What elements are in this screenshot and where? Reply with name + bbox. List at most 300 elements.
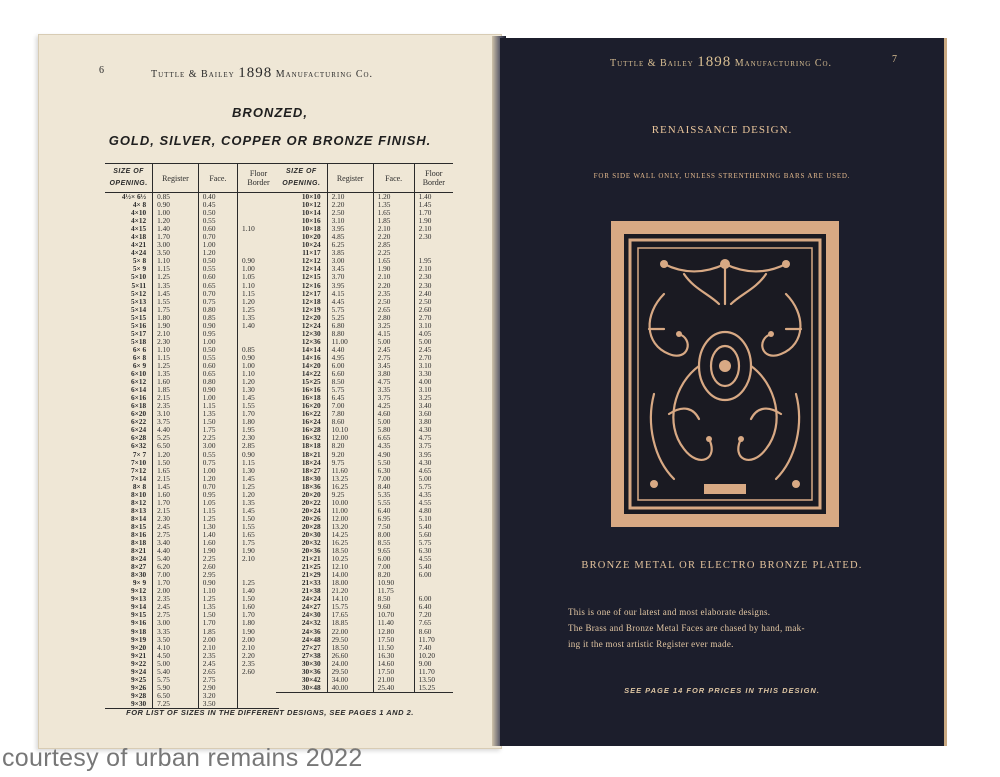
face-price-cell: 1.50 bbox=[198, 611, 237, 619]
face-price-cell: 3.80 bbox=[373, 370, 414, 378]
face-price-cell: 0.80 bbox=[198, 306, 237, 314]
column-header-face: Face. bbox=[373, 164, 414, 193]
table-row bbox=[105, 370, 279, 378]
size-cell: 5×18 bbox=[131, 337, 147, 346]
floor-border-price-cell: 1.00 bbox=[238, 265, 279, 273]
table-row bbox=[105, 555, 279, 563]
floor-border-price-cell: 4.35 bbox=[414, 491, 453, 499]
face-price-cell: 7.50 bbox=[373, 523, 414, 531]
table-row bbox=[105, 418, 279, 426]
register-price-cell: 1.00 bbox=[153, 209, 199, 217]
column-header-size: SIZE OF OPENING. bbox=[105, 164, 153, 193]
register-price-cell: 4.85 bbox=[327, 233, 373, 241]
floor-border-price-cell: 2.30 bbox=[414, 233, 453, 241]
register-price-cell: 3.00 bbox=[327, 257, 373, 265]
table-row bbox=[105, 652, 279, 660]
table-row bbox=[276, 249, 453, 257]
table-row bbox=[276, 483, 453, 491]
register-price-cell: 1.70 bbox=[153, 499, 199, 507]
face-price-cell: 11.75 bbox=[373, 587, 414, 595]
size-cell: 16×22 bbox=[301, 410, 321, 419]
table-row bbox=[105, 684, 279, 692]
table-row bbox=[105, 306, 279, 314]
size-cell: 6× 8 bbox=[132, 353, 147, 362]
size-cell: 16×32 bbox=[301, 434, 321, 443]
register-price-cell: 10.10 bbox=[327, 426, 373, 434]
size-cell: 27×38 bbox=[301, 651, 321, 660]
face-price-cell: 2.75 bbox=[198, 676, 237, 684]
table-row bbox=[105, 539, 279, 547]
register-price-cell: 11.00 bbox=[327, 338, 373, 346]
floor-border-price-cell: 1.80 bbox=[238, 418, 279, 426]
face-price-cell: 3.45 bbox=[373, 362, 414, 370]
size-cell: 20×32 bbox=[301, 539, 321, 548]
floor-border-price-cell: 13.50 bbox=[414, 676, 453, 684]
table-row bbox=[105, 434, 279, 442]
face-price-cell: 2.25 bbox=[198, 555, 237, 563]
right-page bbox=[500, 38, 947, 746]
face-price-cell: 10.70 bbox=[373, 611, 414, 619]
table-row bbox=[276, 402, 453, 410]
floor-border-price-cell bbox=[238, 193, 279, 202]
register-price-cell: 4.40 bbox=[153, 547, 199, 555]
floor-border-price-cell: 1.35 bbox=[238, 499, 279, 507]
section-title: BRONZED, bbox=[232, 105, 308, 120]
size-cell: 12×12 bbox=[301, 257, 321, 266]
floor-border-price-cell: 1.10 bbox=[238, 282, 279, 290]
floor-border-price-cell: 5.75 bbox=[414, 483, 453, 491]
table-row bbox=[276, 354, 453, 362]
size-cell: 9×14 bbox=[131, 603, 147, 612]
face-price-cell: 2.10 bbox=[198, 644, 237, 652]
face-price-cell: 2.20 bbox=[373, 282, 414, 290]
size-cell: 24×32 bbox=[301, 619, 321, 628]
face-price-cell: 2.25 bbox=[198, 434, 237, 442]
table-row bbox=[105, 595, 279, 603]
register-price-cell: 5.25 bbox=[153, 434, 199, 442]
table-row bbox=[105, 394, 279, 402]
size-cell: 5× 9 bbox=[132, 265, 147, 274]
floor-border-price-cell: 9.00 bbox=[414, 660, 453, 668]
table-row bbox=[105, 531, 279, 539]
face-price-cell: 1.70 bbox=[198, 619, 237, 627]
size-cell: 9×15 bbox=[131, 611, 147, 620]
size-cell: 6× 9 bbox=[132, 361, 147, 370]
floor-border-price-cell: 1.75 bbox=[238, 539, 279, 547]
floor-border-price-cell: 1.60 bbox=[238, 603, 279, 611]
floor-border-price-cell: 1.80 bbox=[238, 619, 279, 627]
size-cell: 12×36 bbox=[301, 337, 321, 346]
register-price-cell: 7.25 bbox=[153, 700, 199, 709]
table-row bbox=[276, 459, 453, 467]
table-row bbox=[105, 475, 279, 483]
face-price-cell: 11.40 bbox=[373, 619, 414, 627]
table-row bbox=[105, 298, 279, 306]
floor-border-price-cell: 1.45 bbox=[414, 201, 453, 209]
size-cell: 16×28 bbox=[301, 426, 321, 435]
floor-border-price-cell: 2.40 bbox=[414, 290, 453, 298]
register-price-cell: 5.75 bbox=[327, 386, 373, 394]
floor-border-price-cell: 10.20 bbox=[414, 652, 453, 660]
register-price-cell: 6.25 bbox=[327, 241, 373, 249]
floor-border-price-cell bbox=[238, 692, 279, 700]
face-price-cell: 2.20 bbox=[373, 233, 414, 241]
table-row bbox=[276, 467, 453, 475]
register-price-cell: 2.15 bbox=[153, 475, 199, 483]
size-cell: 30×42 bbox=[301, 675, 321, 684]
floor-border-price-cell: 4.80 bbox=[414, 507, 453, 515]
table-row bbox=[105, 362, 279, 370]
size-cell: 8×12 bbox=[131, 498, 147, 507]
register-price-cell: 4.95 bbox=[327, 354, 373, 362]
size-cell: 8×21 bbox=[131, 547, 147, 556]
size-cell: 6×12 bbox=[131, 378, 147, 387]
register-price-cell: 2.15 bbox=[153, 507, 199, 515]
floor-border-price-cell: 1.50 bbox=[238, 515, 279, 523]
size-cell: 12×15 bbox=[301, 273, 321, 282]
face-price-cell: 8.50 bbox=[373, 595, 414, 603]
face-price-cell: 4.90 bbox=[373, 451, 414, 459]
register-price-cell: 4.45 bbox=[327, 298, 373, 306]
register-price-cell: 3.95 bbox=[327, 225, 373, 233]
register-price-cell: 3.35 bbox=[153, 628, 199, 636]
size-cell: 16×24 bbox=[301, 418, 321, 427]
register-price-cell: 1.40 bbox=[153, 225, 199, 233]
table-row bbox=[276, 603, 453, 611]
face-price-cell: 7.00 bbox=[373, 563, 414, 571]
register-price-cell: 29.50 bbox=[327, 636, 373, 644]
face-price-cell: 2.95 bbox=[198, 571, 237, 579]
right-page-number: 7 bbox=[892, 54, 898, 65]
register-price-cell: 5.40 bbox=[153, 668, 199, 676]
table-row bbox=[276, 265, 453, 273]
floor-border-price-cell: 0.85 bbox=[238, 346, 279, 354]
register-price-cell: 14.10 bbox=[327, 595, 373, 603]
face-price-cell: 5.55 bbox=[373, 499, 414, 507]
table-row bbox=[276, 370, 453, 378]
register-price-cell: 8.60 bbox=[327, 418, 373, 426]
register-price-cell: 1.70 bbox=[153, 233, 199, 241]
register-price-cell: 18.85 bbox=[327, 619, 373, 627]
size-cell: 24×36 bbox=[301, 627, 321, 636]
floor-border-price-cell: 1.20 bbox=[238, 491, 279, 499]
size-cell: 9×26 bbox=[131, 683, 147, 692]
register-price-cell: 4.40 bbox=[327, 346, 373, 354]
table-row bbox=[105, 611, 279, 619]
left-running-head: Tuttle & Bailey 1898 Manufacturing Co. bbox=[151, 65, 374, 81]
size-cell: 4½× 6½ bbox=[121, 192, 147, 201]
floor-border-price-cell bbox=[238, 676, 279, 684]
register-price-cell: 8.80 bbox=[327, 330, 373, 338]
face-price-cell: 0.95 bbox=[198, 330, 237, 338]
floor-border-price-cell: 3.95 bbox=[414, 451, 453, 459]
floor-border-price-cell: 1.70 bbox=[238, 410, 279, 418]
column-header-floor-border: Floor Border bbox=[238, 164, 279, 193]
floor-border-price-cell: 1.15 bbox=[238, 290, 279, 298]
floor-border-price-cell: 1.05 bbox=[238, 273, 279, 281]
table-row bbox=[105, 499, 279, 507]
face-price-cell: 0.75 bbox=[198, 459, 237, 467]
table-row bbox=[276, 499, 453, 507]
floor-border-price-cell: 4.30 bbox=[414, 459, 453, 467]
size-cell: 5×16 bbox=[131, 321, 147, 330]
face-price-cell: 4.15 bbox=[373, 330, 414, 338]
register-price-cell: 21.20 bbox=[327, 587, 373, 595]
face-price-cell: 0.70 bbox=[198, 233, 237, 241]
floor-border-price-cell: 1.25 bbox=[238, 483, 279, 491]
floor-border-price-cell: 2.35 bbox=[238, 660, 279, 668]
floor-border-price-cell: 5.00 bbox=[414, 475, 453, 483]
size-cell: 7×10 bbox=[131, 458, 147, 467]
register-price-cell: 14.00 bbox=[327, 571, 373, 579]
column-header-floor-border: Floor Border bbox=[414, 164, 453, 193]
table-row bbox=[105, 402, 279, 410]
floor-border-price-cell bbox=[238, 684, 279, 692]
register-price-cell: 2.00 bbox=[153, 587, 199, 595]
floor-border-price-cell: 1.30 bbox=[238, 467, 279, 475]
register-price-cell: 1.65 bbox=[153, 467, 199, 475]
floor-border-price-cell: 3.10 bbox=[414, 362, 453, 370]
floor-border-price-cell: 1.30 bbox=[238, 386, 279, 394]
register-price-cell: 1.80 bbox=[153, 314, 199, 322]
face-price-cell: 1.00 bbox=[198, 241, 237, 249]
floor-border-price-cell: 3.10 bbox=[414, 386, 453, 394]
floor-border-price-cell: 11.70 bbox=[414, 668, 453, 676]
floor-border-price-cell: 2.10 bbox=[238, 644, 279, 652]
table-row bbox=[276, 579, 453, 587]
floor-border-price-cell: 1.25 bbox=[238, 579, 279, 587]
face-price-cell: 25.40 bbox=[373, 684, 414, 693]
face-price-cell: 2.65 bbox=[198, 668, 237, 676]
table-row bbox=[105, 676, 279, 684]
table-row bbox=[105, 515, 279, 523]
table-row bbox=[276, 282, 453, 290]
register-price-cell: 10.25 bbox=[327, 555, 373, 563]
face-price-cell: 1.65 bbox=[373, 257, 414, 265]
size-cell: 20×20 bbox=[301, 490, 321, 499]
floor-border-price-cell: 2.70 bbox=[414, 314, 453, 322]
floor-border-price-cell: 5.40 bbox=[414, 523, 453, 531]
size-cell: 9×19 bbox=[131, 635, 147, 644]
floor-border-price-cell: 0.90 bbox=[238, 354, 279, 362]
floor-border-price-cell: 1.55 bbox=[238, 402, 279, 410]
size-cell: 6×20 bbox=[131, 410, 147, 419]
face-price-cell: 2.60 bbox=[198, 563, 237, 571]
table-row bbox=[276, 426, 453, 434]
face-price-cell: 1.85 bbox=[198, 628, 237, 636]
register-price-cell: 5.00 bbox=[153, 660, 199, 668]
size-cell: 10×24 bbox=[301, 241, 321, 250]
face-price-cell: 12.80 bbox=[373, 628, 414, 636]
table-row bbox=[276, 523, 453, 531]
size-cell: 20×26 bbox=[301, 514, 321, 523]
table-row bbox=[105, 330, 279, 338]
table-row bbox=[276, 217, 453, 225]
face-price-cell: 1.35 bbox=[198, 410, 237, 418]
register-price-cell: 1.45 bbox=[153, 290, 199, 298]
size-cell: 6×28 bbox=[131, 434, 147, 443]
size-cell: 4× 8 bbox=[132, 201, 147, 210]
floor-border-price-cell: 1.00 bbox=[238, 362, 279, 370]
floor-border-price-cell bbox=[414, 587, 453, 595]
floor-border-price-cell: 2.30 bbox=[238, 434, 279, 442]
floor-border-price-cell: 3.10 bbox=[414, 322, 453, 330]
size-cell: 30×36 bbox=[301, 667, 321, 676]
size-cell: 5×17 bbox=[131, 329, 147, 338]
face-price-cell: 1.00 bbox=[198, 338, 237, 346]
register-price-cell: 2.30 bbox=[153, 515, 199, 523]
register-price-cell: 2.35 bbox=[153, 595, 199, 603]
register-price-cell: 1.50 bbox=[153, 459, 199, 467]
table-row bbox=[276, 193, 453, 202]
size-cell: 6×10 bbox=[131, 370, 147, 379]
size-cell: 5×11 bbox=[131, 281, 147, 290]
table-row bbox=[276, 273, 453, 281]
register-price-cell: 0.90 bbox=[153, 201, 199, 209]
register-price-cell: 5.75 bbox=[153, 676, 199, 684]
floor-border-price-cell: 3.75 bbox=[414, 442, 453, 450]
register-price-cell: 3.50 bbox=[153, 636, 199, 644]
face-price-cell: 3.00 bbox=[198, 442, 237, 450]
face-price-cell: 9.65 bbox=[373, 547, 414, 555]
size-cell: 18×18 bbox=[301, 442, 321, 451]
floor-border-price-cell: 7.20 bbox=[414, 611, 453, 619]
floor-border-price-cell: 1.95 bbox=[238, 426, 279, 434]
face-price-cell: 2.10 bbox=[373, 225, 414, 233]
floor-border-price-cell: 2.10 bbox=[414, 265, 453, 273]
face-price-cell: 0.65 bbox=[198, 370, 237, 378]
register-price-cell: 6.00 bbox=[327, 362, 373, 370]
table-row bbox=[276, 619, 453, 627]
register-price-cell: 13.25 bbox=[327, 475, 373, 483]
size-cell: 21×33 bbox=[301, 579, 321, 588]
table-row bbox=[276, 201, 453, 209]
watermark-credit: courtesy of urban remains 2022 bbox=[2, 744, 363, 772]
size-cell: 12×18 bbox=[301, 297, 321, 306]
table-row bbox=[276, 515, 453, 523]
face-price-cell: 0.70 bbox=[198, 290, 237, 298]
floor-border-price-cell: 3.25 bbox=[414, 394, 453, 402]
floor-border-price-cell bbox=[414, 241, 453, 249]
table-row bbox=[105, 491, 279, 499]
register-price-cell: 0.85 bbox=[153, 193, 199, 202]
face-price-cell: 2.45 bbox=[198, 660, 237, 668]
size-cell: 6×16 bbox=[131, 394, 147, 403]
column-header-size: SIZE OF OPENING. bbox=[276, 164, 327, 193]
size-cell: 10×20 bbox=[301, 233, 321, 242]
floor-border-price-cell: 4.30 bbox=[414, 426, 453, 434]
table-row bbox=[276, 491, 453, 499]
table-row bbox=[276, 547, 453, 555]
floor-border-price-cell: 1.95 bbox=[414, 257, 453, 265]
size-cell: 6×32 bbox=[131, 442, 147, 451]
size-cell: 5×10 bbox=[131, 273, 147, 282]
table-row bbox=[105, 290, 279, 298]
register-price-cell: 3.00 bbox=[153, 241, 199, 249]
table-row bbox=[276, 571, 453, 579]
face-price-cell: 2.90 bbox=[198, 684, 237, 692]
size-cell: 18×24 bbox=[301, 458, 321, 467]
register-price-cell: 1.70 bbox=[153, 579, 199, 587]
table-row bbox=[276, 531, 453, 539]
table-row bbox=[105, 571, 279, 579]
right-running-head: Tuttle & Bailey 1898 Manufacturing Co. bbox=[610, 54, 833, 70]
register-price-cell: 1.35 bbox=[153, 282, 199, 290]
face-price-cell: 0.95 bbox=[198, 491, 237, 499]
face-price-cell: 2.35 bbox=[198, 652, 237, 660]
size-cell: 21×25 bbox=[301, 563, 321, 572]
table-row bbox=[105, 322, 279, 330]
table-row bbox=[276, 233, 453, 241]
size-cell: 9×16 bbox=[131, 619, 147, 628]
table-row bbox=[105, 660, 279, 668]
table-row bbox=[105, 451, 279, 459]
face-price-cell: 1.20 bbox=[373, 193, 414, 202]
register-price-cell: 6.20 bbox=[153, 563, 199, 571]
floor-border-price-cell: 1.55 bbox=[238, 523, 279, 531]
size-cell: 16×18 bbox=[301, 394, 321, 403]
table-row bbox=[276, 676, 453, 684]
register-price-cell: 17.65 bbox=[327, 611, 373, 619]
register-price-cell: 5.90 bbox=[153, 684, 199, 692]
floor-border-price-cell: 5.75 bbox=[414, 539, 453, 547]
register-price-cell: 1.35 bbox=[153, 370, 199, 378]
register-price-cell: 2.30 bbox=[153, 338, 199, 346]
register-price-cell: 13.20 bbox=[327, 523, 373, 531]
size-cell: 6×14 bbox=[131, 386, 147, 395]
size-cell: 30×48 bbox=[276, 684, 327, 693]
table-row bbox=[105, 523, 279, 531]
face-price-cell: 1.40 bbox=[198, 531, 237, 539]
design-description: This is one of our latest and most elaborate designs. The Brass and Bronze Metal Faces are chased by hand, mak- ing it the most artistic Register ever made. bbox=[568, 607, 805, 649]
size-cell: 14×20 bbox=[301, 361, 321, 370]
size-cell: 8×18 bbox=[131, 539, 147, 548]
face-price-cell: 1.90 bbox=[198, 547, 237, 555]
face-price-cell: 3.75 bbox=[373, 394, 414, 402]
table-row bbox=[105, 386, 279, 394]
face-price-cell: 0.65 bbox=[198, 282, 237, 290]
face-price-cell: 2.45 bbox=[373, 346, 414, 354]
table-row bbox=[105, 459, 279, 467]
size-cell: 14×22 bbox=[301, 370, 321, 379]
size-cell: 14×16 bbox=[301, 353, 321, 362]
floor-border-price-cell: 5.00 bbox=[414, 338, 453, 346]
face-price-cell: 0.60 bbox=[198, 273, 237, 281]
size-cell: 12×30 bbox=[301, 329, 321, 338]
register-price-cell: 1.25 bbox=[153, 273, 199, 281]
face-price-cell: 6.65 bbox=[373, 434, 414, 442]
size-cell: 18×27 bbox=[301, 466, 321, 475]
register-price-cell: 26.60 bbox=[327, 652, 373, 660]
floor-border-price-cell: 3.80 bbox=[414, 418, 453, 426]
table-row bbox=[276, 241, 453, 249]
face-price-cell: 0.55 bbox=[198, 354, 237, 362]
size-cell: 9×13 bbox=[131, 595, 147, 604]
floor-border-price-cell: 1.65 bbox=[238, 531, 279, 539]
design-subtitle: FOR SIDE WALL ONLY, UNLESS STRENTHENING BARS ARE USED. bbox=[593, 172, 851, 180]
face-price-cell: 8.00 bbox=[373, 531, 414, 539]
register-price-cell: 6.50 bbox=[153, 442, 199, 450]
table-row bbox=[105, 193, 279, 202]
floor-border-price-cell: 2.00 bbox=[238, 636, 279, 644]
register-price-cell: 1.90 bbox=[153, 322, 199, 330]
floor-border-price-cell: 1.40 bbox=[238, 587, 279, 595]
size-cell: 24×24 bbox=[301, 595, 321, 604]
register-price-cell: 1.45 bbox=[153, 483, 199, 491]
register-price-cell: 34.00 bbox=[327, 676, 373, 684]
face-price-cell: 1.50 bbox=[198, 418, 237, 426]
face-price-cell: 3.35 bbox=[373, 386, 414, 394]
